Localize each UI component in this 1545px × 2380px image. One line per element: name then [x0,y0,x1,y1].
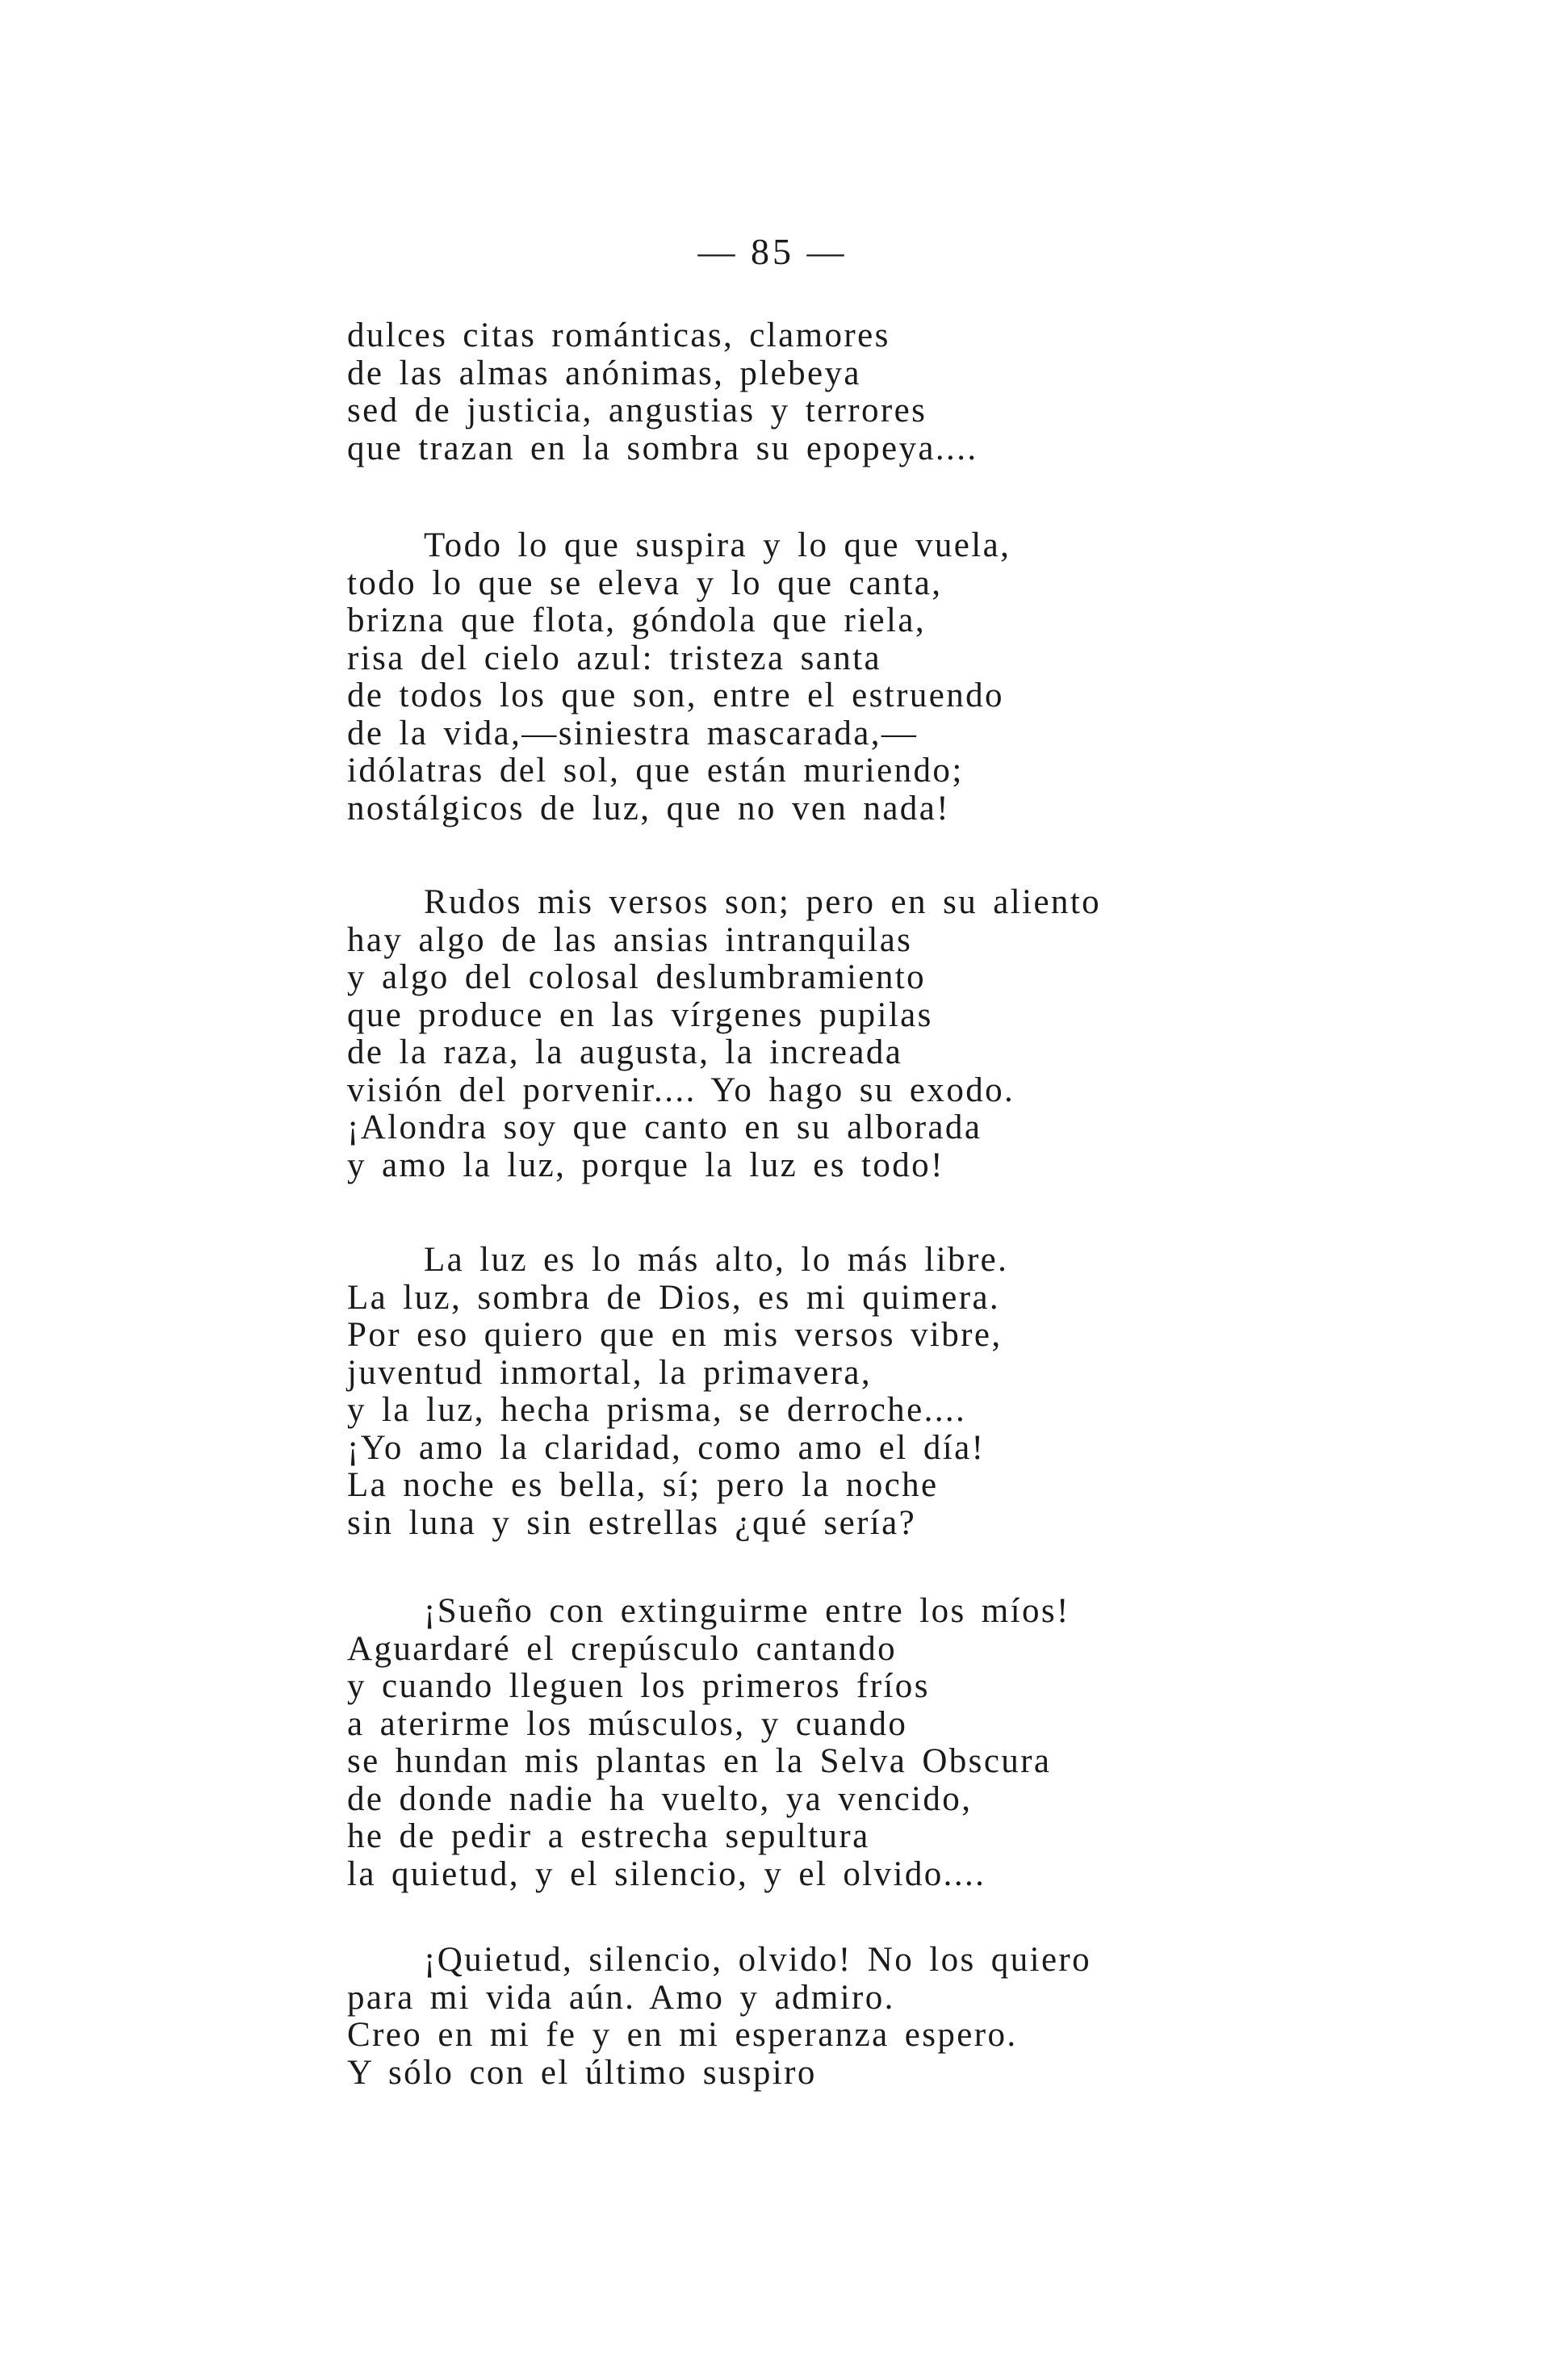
stanza-5 [347,1593,1235,1893]
verse-line: La luz es lo más alto, lo más libre. [424,1241,1009,1279]
verse-line: sed de justicia, angustias y terrores [347,392,927,429]
verse-line: brizna que flota, góndola que riela, [347,601,926,639]
verse-line: ¡Yo amo la claridad, como amo el día! [347,1428,986,1467]
verse-line: idólatras del sol, que están muriendo; [347,752,964,790]
stanza-6 [347,1942,1235,2092]
verse-line: y la luz, hecha prisma, se derroche.... [347,1391,967,1429]
stanza-3 [347,884,1235,1184]
verse-line: La noche es bella, sí; pero la noche [347,1466,939,1504]
verse-line: hay algo de las ansias intranquilas [347,920,913,959]
stanza-1 [347,317,1235,467]
verse-line: para mi vida aún. Amo y admiro. [347,1978,895,2017]
verse-line: Aguardaré el crepúsculo cantando [347,1629,897,1668]
verse-line: se hundan mis plantas en la Selva Obscura [347,1742,1052,1780]
verse-line: de todos los que son, entre el estruendo [347,677,1004,714]
verse-line: de las almas anónimas, plebeya [347,354,861,392]
verse-line: visión del porvenir.... Yo hago su exodo. [347,1071,1015,1109]
verse-line: juventud inmortal, la primavera, [347,1353,873,1392]
verse-line: Por eso quiero que en mis versos vibre, [347,1316,1003,1354]
verse-line: y amo la luz, porque la luz es todo! [347,1146,944,1184]
page-number: — 85 — [697,231,848,272]
verse-line: dulces citas románticas, clamores [347,316,890,354]
verse-line: Y sólo con el último suspiro [347,2053,817,2092]
verse-line: La luz, sombra de Dios, es mi quimera. [347,1278,1001,1317]
stanza-2 [347,527,1235,828]
verse-line: y algo del colosal deslumbramiento [347,958,927,996]
verse-line: risa del cielo azul: tristeza santa [347,639,881,677]
stanza-4 [347,1242,1235,1542]
verse-line: y cuando lleguen los primeros fríos [347,1667,930,1705]
verse-line: ¡Alondra soy que canto en su alborada [347,1108,982,1146]
verse-line: de la raza, la augusta, la increada [347,1033,903,1071]
verse-line: de la vida,—siniestra mascarada,— [347,714,919,752]
verse-line: que produce en las vírgenes pupilas [347,995,933,1034]
verse-line: ¡Quietud, silencio, olvido! No los quiero [424,1941,1092,1979]
verse-line: he de pedir a estrecha sepultura [347,1817,870,1855]
verse-line: la quietud, y el silencio, y el olvido.... [347,1854,986,1893]
verse-line: todo lo que se eleva y lo que canta, [347,564,943,602]
verse-line: Todo lo que suspira y lo que vuela, [424,526,1011,564]
verse-line: que trazan en la sombra su epopeya.... [347,429,978,467]
verse-line: Creo en mi fe y en mi esperanza espero. [347,2016,1018,2054]
verse-line: Rudos mis versos son; pero en su aliento [424,883,1102,921]
verse-line: de donde nadie ha vuelto, ya vencido, [347,1779,973,1818]
verse-line: ¡Sueño con extinguirme entre los míos! [424,1592,1070,1630]
verse-line: sin luna y sin estrellas ¿qué sería? [347,1503,917,1542]
verse-line: nostálgicos de luz, que no ven nada! [347,789,950,828]
verse-line: a aterirme los músculos, y cuando [347,1704,908,1743]
